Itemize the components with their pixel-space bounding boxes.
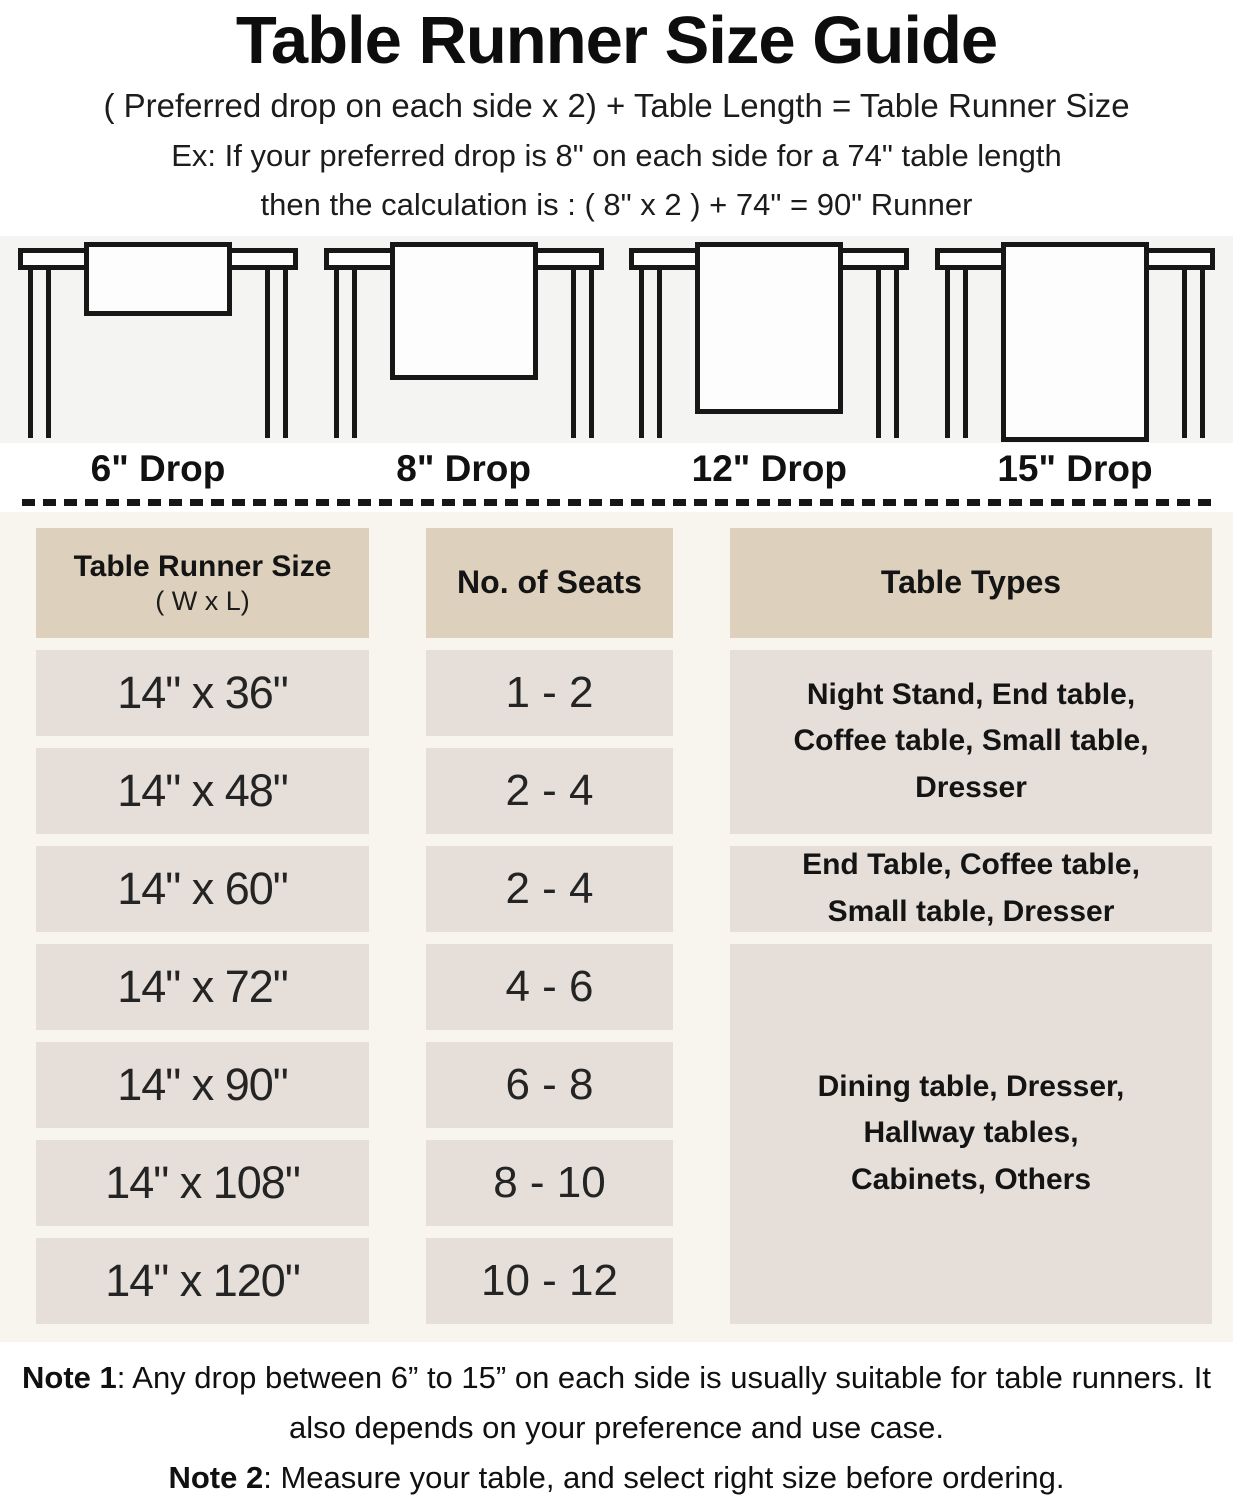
size-cell: 14" x 108" [36,1140,369,1226]
table-leg [657,269,662,438]
table-types-group-medium: End Table, Coffee table, Small table, Dresser [730,846,1212,932]
note-1-label: Note 1 [22,1359,117,1395]
note-2 [4,1453,1229,1503]
table-leg [894,269,899,438]
table-types-group-large: Dining table, Dresser, Hallway tables, Cabinets, Others [730,944,1212,1324]
seats-cell: 6 - 8 [426,1042,673,1128]
header-seats: No. of Seats [426,528,673,638]
page-title: Table Runner Size Guide [235,3,998,78]
note-1 [4,1353,1229,1453]
seats-cell: 8 - 10 [426,1140,673,1226]
size-chart [0,512,1233,1342]
table-illustration-6in [18,236,298,443]
runner-graphic [84,242,232,316]
table-leg [876,269,881,438]
size-cell: 14" x 90" [36,1042,369,1128]
drop-labels-row [0,443,1233,499]
table-leg [589,269,594,438]
drop-illustrations [0,236,1233,443]
table-illustration-8in [324,236,604,443]
table-leg [283,269,288,438]
table-leg [1182,269,1187,438]
header-runner-size: Table Runner Size ( W x L) [36,528,369,638]
seats-cell: 4 - 6 [426,944,673,1030]
table-illustration-15in [935,236,1215,443]
note-1-text: : Any drop between 6” to 15” on each side is usually suitable for table runners. It also depends on your preference and use case. [116,1359,1211,1445]
table-leg [46,269,51,438]
header-table-types: Table Types [730,528,1212,638]
footer-notes [4,1342,1229,1503]
table-leg [28,269,33,438]
seats-cell: 1 - 2 [426,650,673,736]
formula-line: ( Preferred drop on each side x 2) + Table Length = Table Runner Size [103,86,1130,124]
seats-cell: 2 - 4 [426,748,673,834]
table-leg [334,269,339,438]
example-line-2: then the calculation is : ( 8" x 2 ) + 74" = 90" Runner [260,186,973,222]
table-leg [265,269,270,438]
table-leg [963,269,968,438]
table-leg [945,269,950,438]
table-illustration-12in [629,236,909,443]
drop-label-12in: 12" Drop [691,447,847,489]
table-types-group-small: Night Stand, End table, Coffee table, Small table, Dresser [730,650,1212,834]
drop-label-15in: 15" Drop [997,447,1153,489]
drop-label-8in: 8" Drop [396,447,532,489]
size-cell: 14" x 72" [36,944,369,1030]
runner-graphic [1001,242,1149,442]
size-cell: 14" x 48" [36,748,369,834]
size-cell: 14" x 36" [36,650,369,736]
runner-graphic [695,242,843,414]
table-leg [1200,269,1205,438]
seats-cell: 10 - 12 [426,1238,673,1324]
runner-graphic [390,242,538,380]
table-leg [571,269,576,438]
table-leg [352,269,357,438]
note-2-label: Note 2 [168,1460,264,1496]
size-cell: 14" x 60" [36,846,369,932]
seats-cell: 2 - 4 [426,846,673,932]
note-2-text: : Measure your table, and select right size before ordering. [263,1460,1065,1496]
table-leg [639,269,644,438]
example-line-1: Ex: If your preferred drop is 8" on each side for a 74" table length [171,137,1062,173]
dashed-divider [22,499,1211,506]
size-cell: 14" x 120" [36,1238,369,1324]
drop-label-6in: 6" Drop [90,447,226,489]
